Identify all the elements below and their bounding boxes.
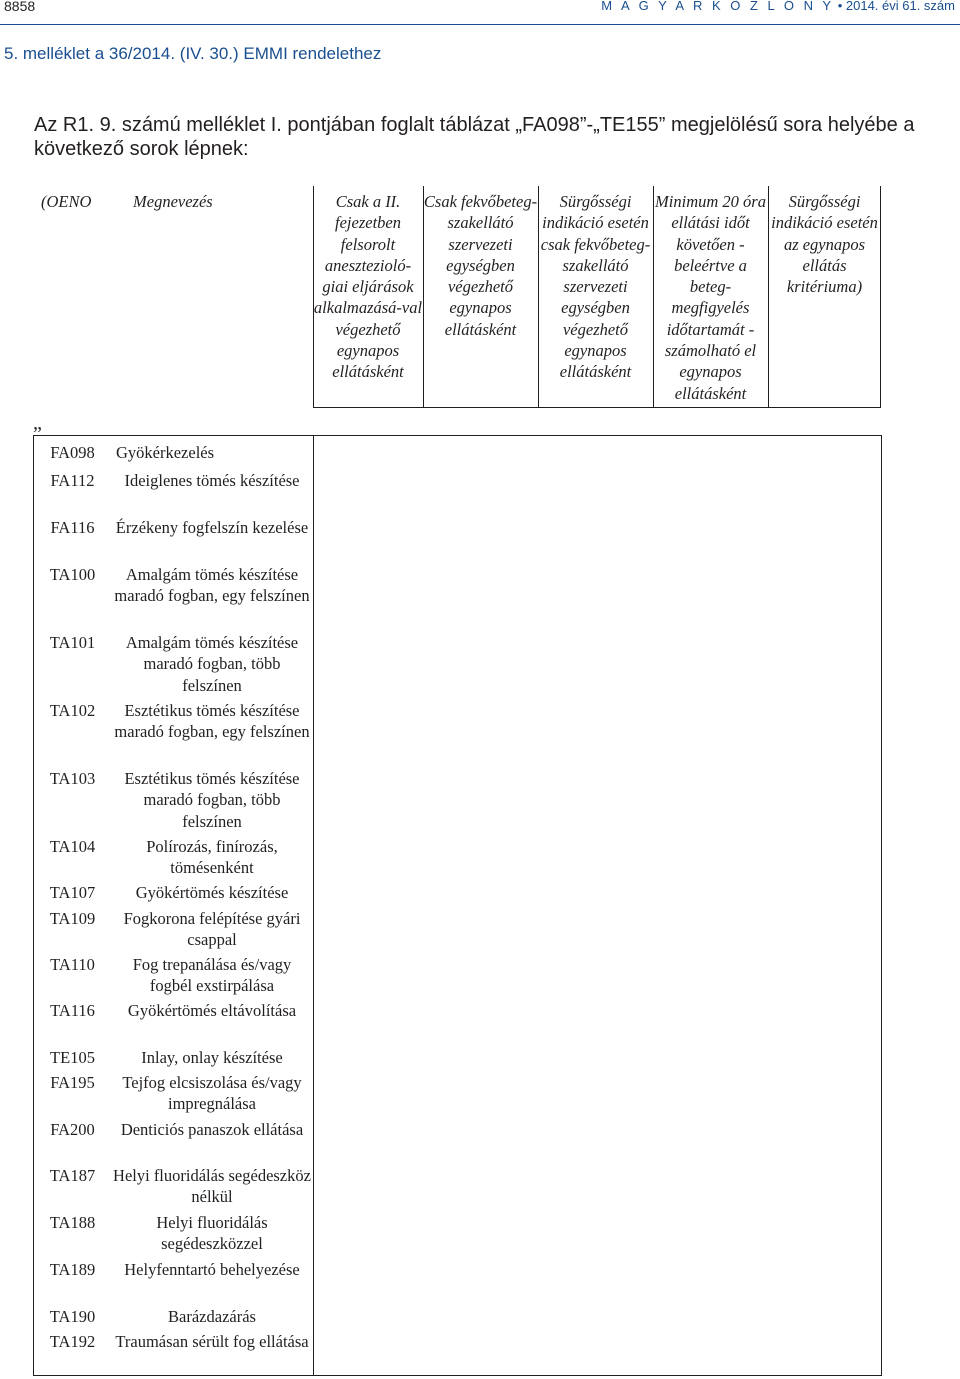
row-name: Polírozás, finírozás, tömésenként (146, 837, 278, 878)
row-code: FA112 (50, 471, 95, 490)
row-name: Helyi fluoridálás segédeszköz nélkül (113, 1166, 311, 1207)
row-code: TA107 (49, 883, 96, 902)
header-cell-emergency-criteria: Sürgősségi indikáció esetén az egynapos ellátás kritériuma) (771, 192, 878, 297)
row-code: TA109 (49, 909, 96, 928)
row-name: Gyökértömés eltávolítása (127, 1001, 297, 1020)
row-code: TE105 (50, 1048, 95, 1067)
header-cell-name: Megnevezés (133, 192, 213, 211)
table-top-rule (33, 435, 881, 436)
row-code: TA100 (49, 565, 96, 584)
opening-quote: „ (33, 412, 42, 434)
row-name: Denticiós panaszok ellátása (120, 1120, 304, 1139)
row-code: FA098 (50, 443, 95, 462)
row-code: FA116 (50, 518, 95, 537)
row-name: Amalgám tömés készítése maradó fogban, több felszínen (125, 633, 299, 695)
row-code: TA101 (49, 633, 96, 652)
row-code: TA188 (49, 1213, 96, 1232)
row-name: Esztétikus tömés készítése maradó fogban, egy felszínen (114, 701, 310, 742)
row-name: Barázdazárás (168, 1307, 256, 1326)
row-name: Helyi fluoridálás segédeszközzel (156, 1213, 268, 1254)
row-name: Helyfenntartó behelyezése (124, 1260, 300, 1279)
row-name: Inlay, onlay készítése (141, 1048, 283, 1067)
table-bottom-rule (33, 1375, 881, 1376)
row-code: TA110 (50, 955, 95, 974)
header-cell-emergency-inpatient: Sürgősségi indikáció esetén csak fekvőbeteg-szakellátó szervezeti egységben végezhető egynapos ellátásként (540, 192, 651, 382)
header-cell-inpatient-only: Csak fekvőbeteg-szakellátó szervezeti egységben végezhető egynapos ellátásként (423, 192, 538, 339)
row-name: Traumásan sérült fog ellátása (115, 1332, 309, 1351)
page-number: 8858 (4, 0, 36, 14)
annex-title: 5. melléklet a 36/2014. (IV. 30.) EMMI rendelethez (4, 44, 382, 63)
row-name: Amalgám tömés készítése maradó fogban, egy felszínen (114, 565, 310, 606)
row-code: FA200 (50, 1120, 95, 1139)
row-code: FA195 (50, 1073, 95, 1092)
row-code: TA116 (50, 1001, 95, 1020)
header-cell-minimum-20h: Minimum 20 óra ellátási időt követően - beleértve a beteg-megfigyelés időtartamát - számolható el egynapos ellátásként (655, 192, 766, 403)
table-divider (313, 435, 314, 1376)
row-name: Fog trepanálása és/vagy fogbél exstirpálása (132, 955, 292, 996)
row-code: TA103 (49, 769, 96, 788)
intro-paragraph: Az R1. 9. számú melléklet I. pontjában foglalt táblázat „FA098”-„TE155” megjelölésű sora helyébe a következő sorok lépnek: (34, 114, 915, 160)
row-name: Gyökérkezelés (116, 443, 215, 462)
row-code: TA187 (49, 1166, 96, 1185)
row-code: TA102 (49, 701, 96, 720)
bullet-separator: • (837, 0, 843, 13)
row-name: Ideiglenes tömés készítése (124, 471, 300, 490)
row-code: TA189 (49, 1260, 96, 1279)
row-code: TA190 (49, 1307, 96, 1326)
journal-name: M A G Y A R K Ö Z L Ö N Y (601, 0, 835, 13)
table-right-edge (881, 435, 882, 1376)
row-name: Tejfog elcsiszolása és/vagy impregnálása (122, 1073, 302, 1114)
header-cell-anesthesia: Csak a II. fejezetben felsorolt anesztezioló-giai eljárások alkalmazásá-val végezhető egynapos ellátásként (313, 192, 423, 382)
issue-label: 2014. évi 61. szám (845, 0, 955, 13)
row-name: Érzékeny fogfelszín kezelése (115, 518, 309, 537)
row-name: Gyökértömés készítése (135, 883, 289, 902)
row-code: TA104 (49, 837, 96, 856)
row-name: Fogkorona felépítése gyári csappal (123, 909, 301, 950)
row-name: Esztétikus tömés készítése maradó fogban, több felszínen (124, 769, 300, 831)
row-code: TA192 (49, 1332, 96, 1351)
header-cell-code: (OENO (41, 192, 92, 211)
